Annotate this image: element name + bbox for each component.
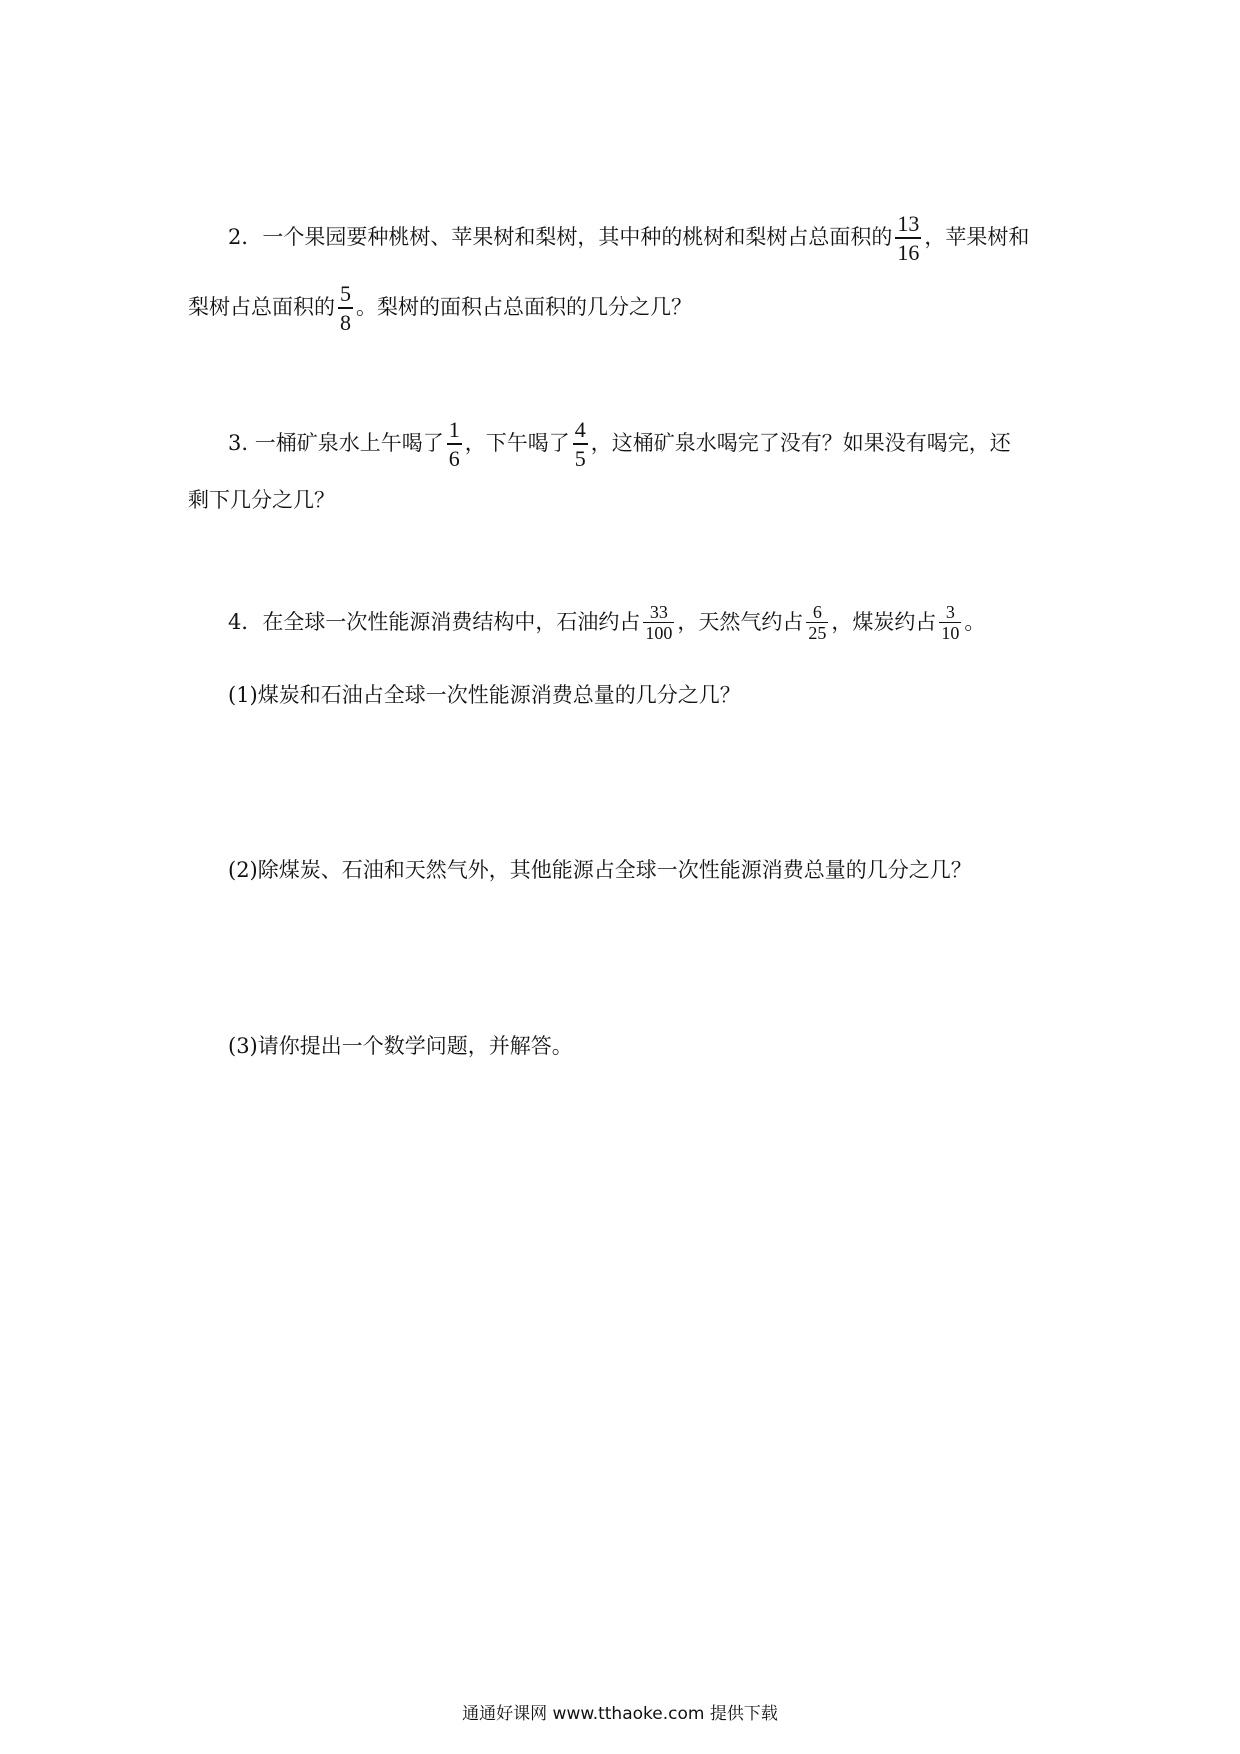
fraction-numerator: 6 [812, 602, 822, 622]
fraction-numerator: 3 [945, 602, 955, 622]
fraction-5-8 [338, 282, 353, 334]
sub-question-2: (2)除煤炭、石油和天然气外，其他能源占全球一次性能源消费总量的几分之几？ [228, 858, 972, 882]
fraction-bar [573, 443, 588, 445]
fraction-numerator: 4 [574, 417, 586, 442]
fraction-denominator: 16 [897, 239, 920, 265]
fraction-denominator: 8 [340, 309, 351, 335]
footer-text: 通通好课网 www.tthaoke.com 提供下载 [462, 1704, 778, 1724]
fraction-bar [895, 237, 921, 239]
problem-4-sub-2 [228, 860, 972, 881]
fraction-numerator: 1 [448, 417, 460, 442]
problem-3-line-2 [188, 490, 335, 511]
problem-2-text-b: ，苹果树和 [924, 225, 1030, 250]
fraction-3-10 [939, 603, 961, 642]
fraction-denominator: 10 [941, 623, 960, 644]
fraction-13-16 [895, 212, 921, 264]
fraction-denominator: 6 [448, 445, 460, 471]
problem-4-text-d: 。 [964, 610, 986, 635]
problem-3-line-1 [228, 418, 1011, 470]
fraction-33-100 [643, 603, 674, 642]
problem-4-sub-1 [228, 685, 741, 706]
problem-2-text-d: 。梨树的面积占总面积的几分之几？ [356, 295, 692, 320]
problem-4-text-a: 4．在全球一次性能源消费结构中，石油约占 [228, 610, 641, 635]
problem-4-line-1 [228, 603, 985, 642]
problem-4-text-c: ，煤炭约占 [831, 610, 937, 635]
fraction-numerator: 13 [897, 211, 920, 236]
fraction-numerator: 33 [649, 602, 668, 622]
sub-question-3: (3)请你提出一个数学问题，并解答。 [228, 1034, 573, 1058]
problem-2-text-c: 梨树占总面积的 [188, 295, 335, 320]
fraction-numerator: 5 [340, 281, 351, 306]
fraction-denominator: 25 [808, 623, 827, 644]
problem-3-text-c: ，这桶矿泉水喝完了没有？如果没有喝完，还 [590, 431, 1011, 456]
sub-question-1: (1)煤炭和石油占全球一次性能源消费总量的几分之几？ [228, 683, 741, 707]
fraction-denominator: 5 [574, 445, 586, 471]
fraction-bar [447, 443, 462, 445]
problem-3-text-d: 剩下几分之几？ [188, 488, 335, 512]
fraction-denominator: 100 [645, 623, 673, 644]
problem-3-text-a: 3. 一桶矿泉水上午喝了 [228, 431, 444, 456]
fraction-6-25 [806, 603, 828, 642]
problem-4-sub-3 [228, 1036, 573, 1057]
problem-3-text-b: ，下午喝了 [464, 431, 570, 456]
problem-2-text-a: 2．一个果园要种桃树、苹果树和梨树，其中种的桃树和梨树占总面积的 [228, 225, 893, 250]
fraction-4-5 [573, 418, 588, 470]
problem-2-line-1 [228, 212, 1029, 264]
fraction-bar [338, 307, 353, 309]
fraction-1-6 [447, 418, 462, 470]
problem-2-line-2 [188, 282, 692, 334]
problem-4-text-b: ，天然气约占 [677, 610, 804, 635]
